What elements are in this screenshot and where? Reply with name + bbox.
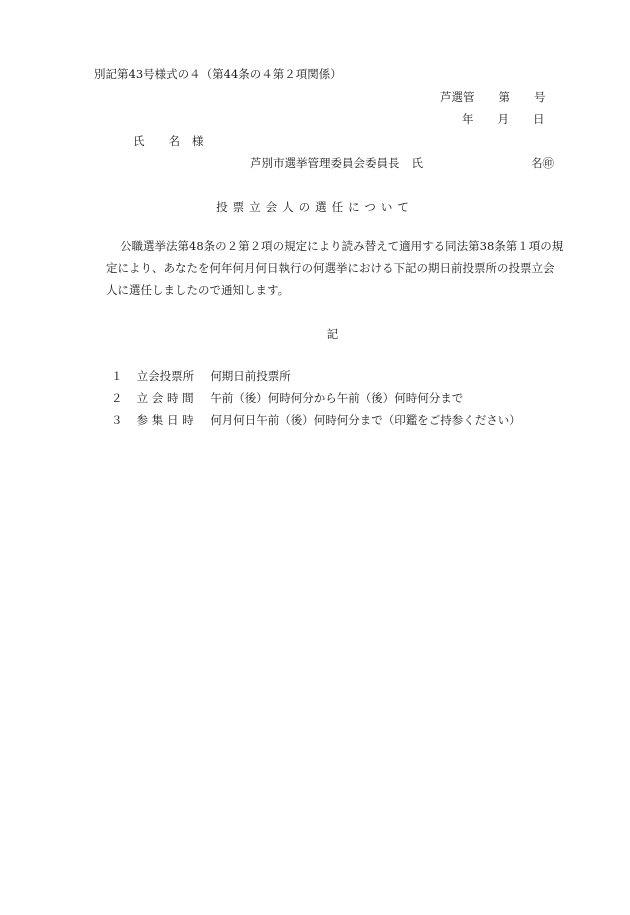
document-number-go: 号 xyxy=(534,90,546,104)
document-date xyxy=(462,111,545,127)
item-number: ２ xyxy=(111,391,123,405)
list-item xyxy=(111,390,521,412)
list-item xyxy=(111,368,521,390)
recipient-shi: 氏 xyxy=(133,134,145,148)
list-item xyxy=(111,412,521,434)
body-line: 公職選挙法第48条の２第２項の規定により読み替えて適用する同法第38条第１項の規 xyxy=(120,239,564,253)
item-value: 午前（後）何時何分から午前（後）何時何分まで xyxy=(210,391,464,405)
recipient-mei: 名 xyxy=(168,134,180,148)
body-line: 定により、あなたを何年何月何日執行の何選挙における下記の期日前投票所の投票立会 xyxy=(106,261,555,275)
document-number-dai: 第 xyxy=(498,90,510,104)
body-line: 人に選任しましたので通知します。 xyxy=(106,283,290,297)
document-date-year: 年 xyxy=(462,112,474,126)
item-list xyxy=(111,368,521,434)
document-date-day: 日 xyxy=(533,112,545,126)
sender-shi: 氏 xyxy=(411,156,423,170)
item-label: 立会投票所 xyxy=(136,369,195,383)
item-number: １ xyxy=(111,369,123,383)
item-value: 何月何日午前（後）何時何分まで（印鑑をご持参ください） xyxy=(210,413,521,427)
sender xyxy=(250,155,554,171)
item-label: 参 集 日 時 xyxy=(136,413,194,427)
sender-organization: 芦別市選挙管理委員会委員長 xyxy=(250,156,400,170)
form-reference: 別記第43号様式の４（第44条の４第２項関係） xyxy=(94,67,342,81)
document-title: 投票立会人の選任について xyxy=(216,200,414,214)
document-number xyxy=(440,89,546,105)
item-label: 立 会 時 間 xyxy=(136,391,194,405)
sender-name-seal: 名㊞ xyxy=(531,156,554,170)
recipient xyxy=(133,133,204,149)
item-value: 何期日前投票所 xyxy=(210,369,291,383)
recipient-sama: 様 xyxy=(192,134,204,148)
ki-heading: 記 xyxy=(326,327,339,341)
item-number: ３ xyxy=(111,413,123,427)
body-paragraph xyxy=(96,235,564,301)
document-number-prefix: 芦選管 xyxy=(440,90,475,104)
document-date-month: 月 xyxy=(497,112,509,126)
